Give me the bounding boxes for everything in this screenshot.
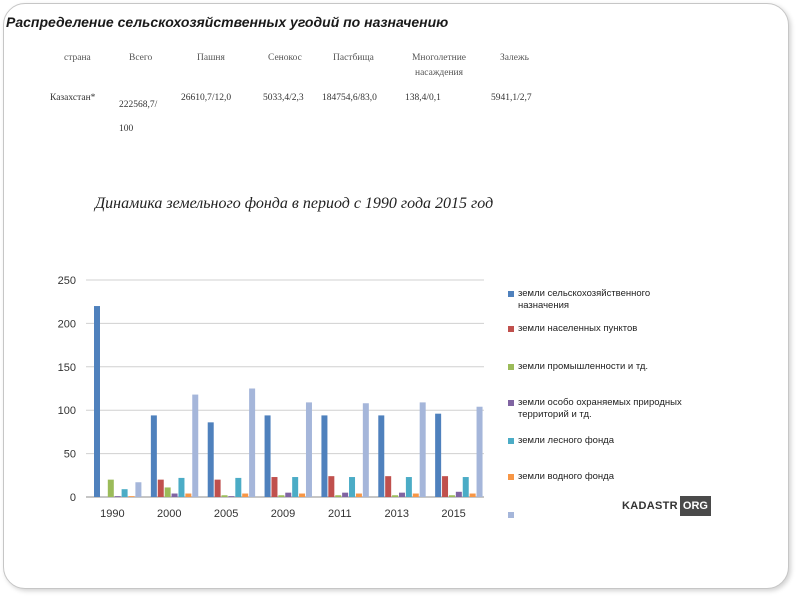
bar [363, 403, 369, 497]
legend-label: земли сельскохозяйственного назначения [518, 288, 651, 311]
bar [378, 415, 384, 497]
bar [151, 415, 157, 497]
bar [242, 494, 248, 497]
bar [349, 477, 355, 497]
table-cell-perennial: 138,4/0,1 [405, 93, 441, 103]
legend-label: земли населенных пунктов [518, 323, 638, 334]
x-tick-label: 2000 [157, 508, 182, 520]
table-cell-hayfield: 5033,4/2,3 [263, 93, 304, 103]
page-title: Распределение сельскохозяйственных угодий по назначению [6, 14, 449, 30]
table-header-country: страна [64, 53, 91, 63]
bar [185, 494, 191, 497]
table-header-fallow: Залежь [500, 53, 529, 63]
legend-swatch [508, 291, 514, 297]
legend-swatch [508, 438, 514, 444]
table-header-perennial: Многолетние насаждения [411, 53, 467, 78]
bar [321, 415, 327, 497]
bar [108, 480, 114, 497]
legend-label: земли водного фонда [518, 471, 614, 482]
table-cell-pasture: 184754,6/83,0 [322, 93, 377, 103]
bar [299, 494, 305, 497]
table-cell-arable: 26610,7/12,0 [181, 93, 232, 103]
legend-swatch [508, 512, 514, 518]
bar [470, 494, 476, 497]
bar [265, 415, 271, 497]
legend-item [518, 361, 683, 373]
bar [172, 494, 178, 497]
legend-item [518, 397, 683, 421]
legend-swatch [508, 326, 514, 332]
legend-item [518, 288, 683, 312]
legend-item [518, 471, 683, 483]
bar [235, 478, 241, 497]
bar [449, 495, 455, 497]
bar [135, 482, 141, 497]
table-header-arable: Пашня [197, 53, 225, 63]
bar [406, 477, 412, 497]
legend-label: земли особо охраняемых природных территорий и тд. [518, 397, 682, 420]
bar [115, 496, 121, 497]
table-cell-fallow: 5941,1/2,7 [491, 93, 532, 103]
bar [413, 494, 419, 497]
bar [420, 402, 426, 497]
kadastr-logo [622, 496, 711, 516]
x-tick-label: 2011 [328, 508, 352, 520]
bar [249, 389, 255, 498]
table-header-pasture: Пастбища [333, 53, 374, 63]
y-tick-label: 250 [57, 275, 76, 287]
y-tick-label: 50 [63, 448, 76, 461]
bar [271, 477, 277, 497]
bar [392, 495, 398, 497]
legend-label: земли лесного фонда [518, 435, 615, 446]
bar [208, 422, 214, 497]
bar [222, 495, 228, 497]
y-tick-label: 100 [57, 405, 76, 418]
bar [228, 496, 234, 497]
bar [292, 477, 298, 497]
table-cell-total: 222568,7/ 100 [119, 100, 158, 134]
x-tick-label: 2015 [441, 508, 466, 520]
legend-swatch [508, 364, 514, 370]
bar [356, 494, 362, 497]
x-tick-label: 1990 [100, 508, 125, 520]
table-cell-country: Казахстан* [50, 93, 96, 103]
bar [456, 492, 462, 497]
bar [306, 402, 312, 497]
bar [165, 487, 171, 497]
bar [335, 495, 341, 497]
bar [192, 395, 198, 497]
logo-text-org: ORG [680, 496, 711, 516]
y-tick-label: 150 [57, 361, 76, 374]
bar [129, 496, 135, 497]
legend-swatch [508, 474, 514, 480]
bar [94, 306, 100, 497]
bar [442, 476, 448, 497]
x-tick-label: 2013 [384, 508, 409, 520]
bar [435, 414, 441, 497]
bar [399, 493, 405, 497]
legend-label: земли промышленности и тд. [518, 361, 649, 372]
legend-item [518, 323, 683, 335]
bar [285, 493, 291, 497]
bar [328, 476, 334, 497]
x-tick-label: 2005 [213, 508, 239, 520]
logo-text-kadastr: KADASTR [622, 500, 678, 512]
bar [342, 493, 348, 497]
bar [477, 407, 483, 497]
bar [215, 480, 221, 497]
table-header-total: Всего [129, 53, 153, 63]
bar [158, 480, 164, 497]
y-tick-label: 0 [69, 492, 76, 504]
bar [385, 476, 391, 497]
x-tick-label: 2009 [270, 508, 296, 520]
bar [463, 477, 469, 497]
table-header-hayfield: Сенокос [268, 53, 302, 63]
legend-item [518, 435, 683, 447]
chart-title: Динамика земельного фонда в период с 1990 года 2015 год [95, 195, 494, 212]
legend-swatch [508, 400, 514, 406]
bar [122, 489, 128, 497]
bar [178, 478, 184, 497]
bar [278, 495, 284, 497]
y-tick-label: 200 [57, 318, 76, 331]
